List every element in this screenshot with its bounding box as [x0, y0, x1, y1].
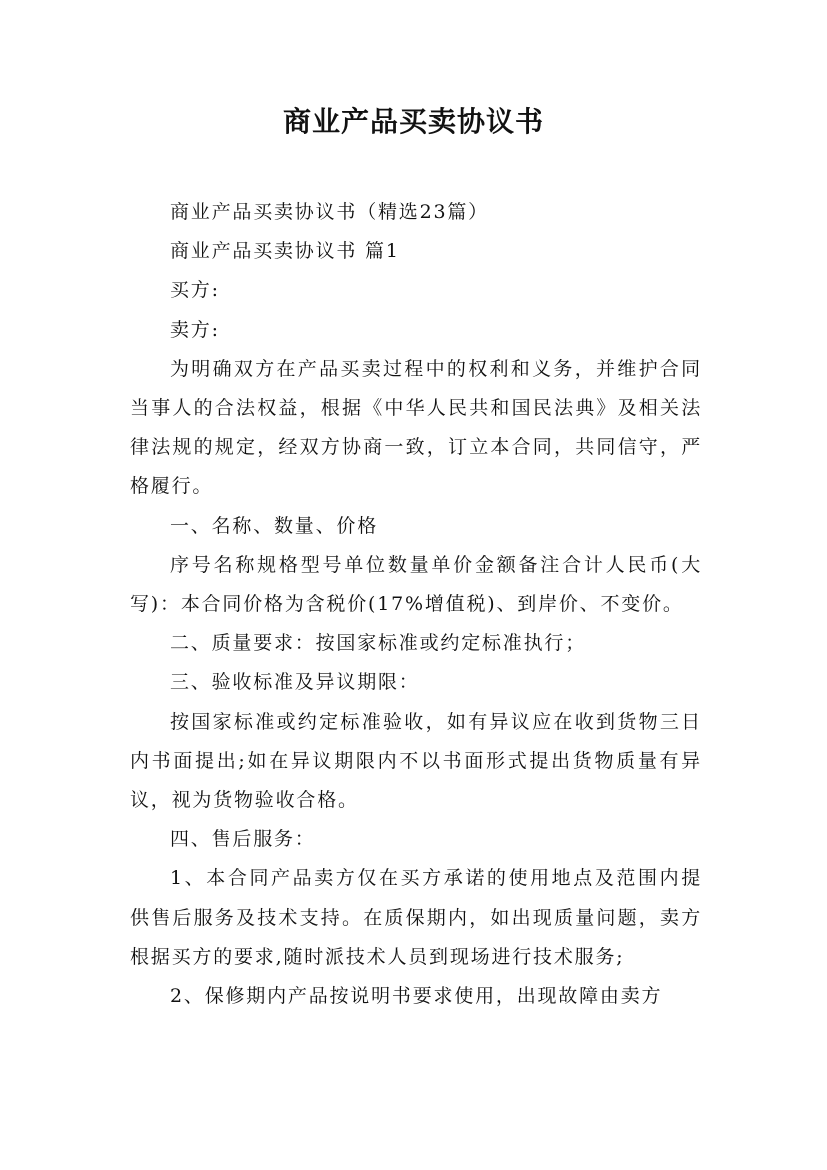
paragraph-clause-4-heading: 四、售后服务：	[170, 828, 316, 851]
paragraph-clause-3-heading: 三、验收标准及异议期限：	[170, 671, 420, 694]
document-body	[130, 193, 702, 1016]
paragraph-section-heading: 商业产品买卖协议书 篇1	[170, 240, 400, 263]
paragraph-clause-1-body: 序号名称规格型号单位数量单价金额备注合计人民币(大写)：本合同价格为含税价(17%增值税)、到岸价、不变价。	[130, 553, 702, 616]
paragraph-clause-3-body: 按国家标准或约定标准验收，如有异议应在收到货物三日内书面提出;如在异议期限内不以书面形式提出货物质量有异议，视为货物验收合格。	[130, 710, 702, 812]
document-title: 商业产品买卖协议书	[282, 105, 544, 138]
paragraph-clause-2: 二、质量要求：按国家标准或约定标准执行；	[170, 632, 587, 655]
paragraph-clause-1-heading: 一、名称、数量、价格	[170, 514, 379, 537]
paragraph-subtitle: 商业产品买卖协议书（精选23篇）	[170, 201, 489, 223]
paragraph-clause-4-item-2: 2、保修期内产品按说明书要求使用，出现故障由卖方	[170, 985, 663, 1008]
paragraph-buyer: 买方:	[170, 279, 220, 302]
paragraph-clause-4-item-1: 1、本合同产品卖方仅在买方承诺的使用地点及范围内提供售后服务及技术支持。在质保期内，如出现质量问题，卖方根据买方的要求,随时派技术人员到现场进行技术服务;	[130, 867, 702, 968]
paragraph-preamble: 为明确双方在产品买卖过程中的权利和义务，并维护合同当事人的合法权益，根据《中华人民共和国民法典》及相关法律法规的规定，经双方协商一致，订立本合同，共同信守，严格履行。	[130, 357, 702, 498]
paragraph-seller: 卖方:	[170, 318, 220, 341]
